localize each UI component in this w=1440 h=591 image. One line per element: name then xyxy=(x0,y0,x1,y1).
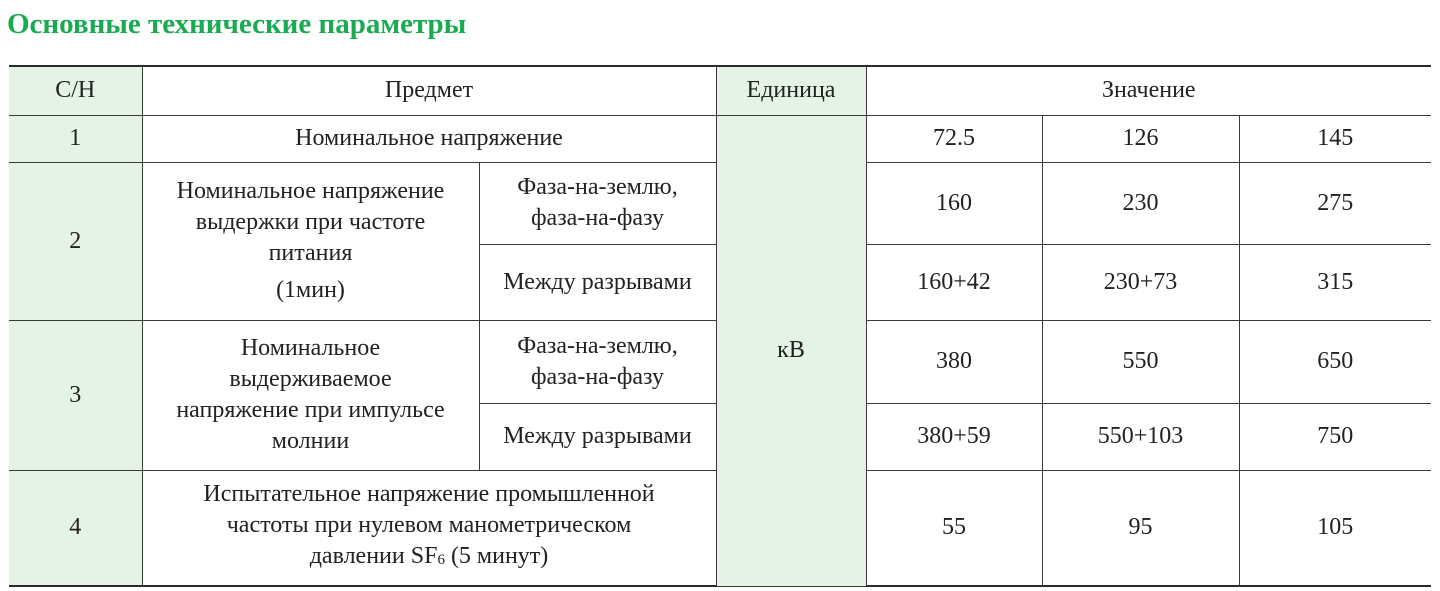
header-value: Значение xyxy=(866,66,1431,115)
sub-item-cell xyxy=(479,162,716,244)
value-cell: 230+73 xyxy=(1042,244,1239,320)
sub-item-line: Фаза-на-землю, xyxy=(517,332,678,359)
value-cell: 275 xyxy=(1239,162,1431,244)
value-cell: 72.5 xyxy=(866,115,1042,162)
sub-item-cell xyxy=(479,320,716,403)
item-line-text: (5 минут) xyxy=(444,543,549,570)
value-cell: 55 xyxy=(866,470,1042,586)
item-line: напряжение при импульсе xyxy=(176,397,445,423)
row-number: 2 xyxy=(9,162,142,320)
item-cell xyxy=(142,470,716,586)
sub-item-cell: Между разрывами xyxy=(479,403,716,470)
header-item: Предмет xyxy=(142,66,716,115)
value-cell: 126 xyxy=(1042,115,1239,162)
header-row xyxy=(9,66,1431,115)
sub-item-line: фаза-на-фазу xyxy=(531,363,664,390)
row-number: 3 xyxy=(9,320,142,470)
value-cell: 650 xyxy=(1239,320,1431,403)
item-line: питания xyxy=(268,240,353,266)
item-line: выдерживаемое xyxy=(229,366,392,392)
item-cell xyxy=(142,162,479,320)
item-line-text: давлении SF xyxy=(309,543,438,570)
sub-item-cell: Между разрывами xyxy=(479,244,716,320)
unit-cell xyxy=(716,115,866,586)
item-line: (1мин) xyxy=(276,277,345,303)
value-cell: 550 xyxy=(1042,320,1239,403)
subscript-digit: 6 xyxy=(437,552,445,569)
item-line: Номинальное xyxy=(240,335,381,361)
item-cell: Номинальное напряжение xyxy=(142,115,716,162)
value-cell: 95 xyxy=(1042,470,1239,586)
row-number: 4 xyxy=(9,470,142,586)
value-cell: 230 xyxy=(1042,162,1239,244)
header-sn: С/Н xyxy=(9,66,142,115)
item-line: выдержки при частоте xyxy=(195,209,426,235)
item-line: Испытательное напряжение промышленной xyxy=(203,481,655,508)
value-cell: 550+103 xyxy=(1042,403,1239,470)
value-cell: 105 xyxy=(1239,470,1431,586)
item-line: молнии xyxy=(271,428,350,454)
item-cell xyxy=(142,320,479,470)
value-cell: 380 xyxy=(866,320,1042,403)
item-line: Номинальное напряжение xyxy=(176,178,445,204)
value-cell: 160 xyxy=(866,162,1042,244)
value-cell: 160+42 xyxy=(866,244,1042,320)
sub-item-line: Фаза-на-землю, xyxy=(517,174,678,200)
value-cell: 750 xyxy=(1239,403,1431,470)
value-cell: 315 xyxy=(1239,244,1431,320)
sub-item-line: фаза-на-фазу xyxy=(531,205,664,231)
row-number: 1 xyxy=(9,115,142,162)
header-unit: Единица xyxy=(716,66,866,115)
item-line: частоты при нулевом манометрическом xyxy=(226,512,632,539)
spec-table xyxy=(9,65,1431,587)
table-row xyxy=(9,115,1431,162)
value-cell: 145 xyxy=(1239,115,1431,162)
page-title: Основные технические параметры xyxy=(7,8,467,40)
value-cell: 380+59 xyxy=(866,403,1042,470)
item-line xyxy=(149,541,710,576)
unit-value: кВ xyxy=(777,337,805,363)
